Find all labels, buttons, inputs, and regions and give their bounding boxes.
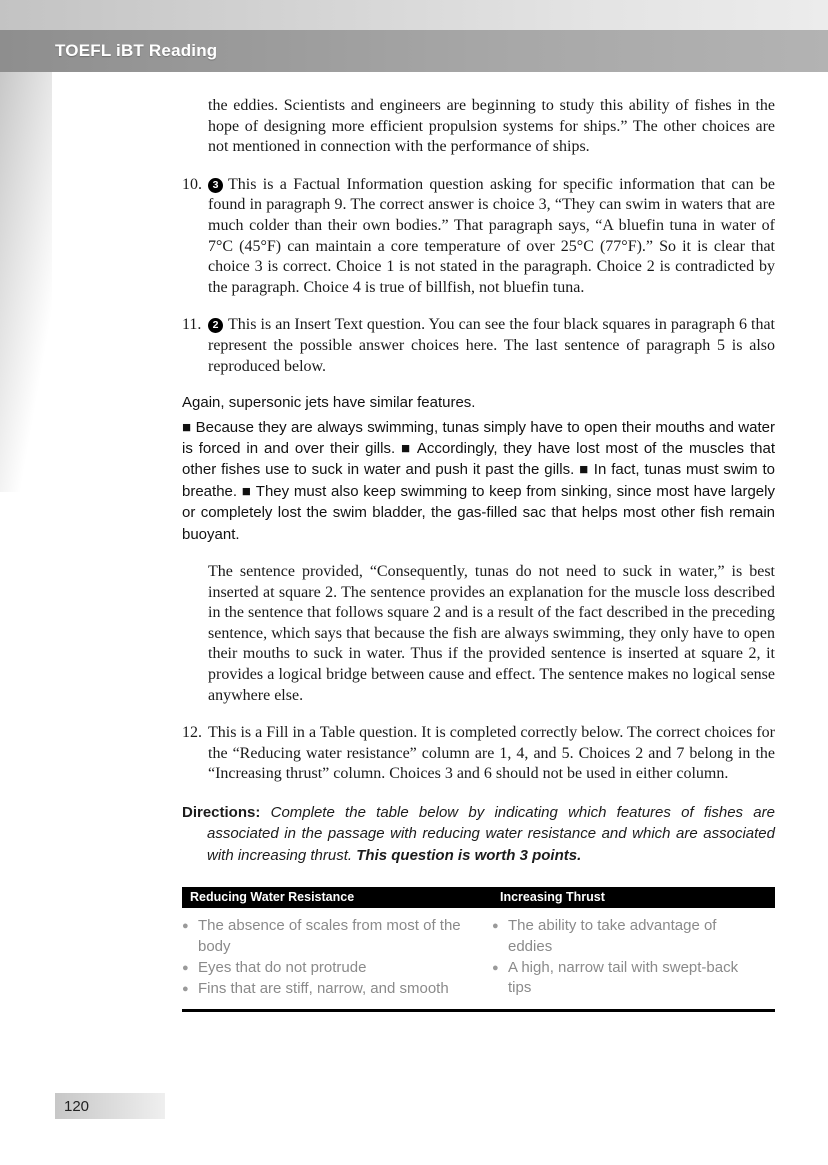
table-cell-text: The ability to take advantage of eddies — [508, 917, 717, 955]
item-11-text: This is an Insert Text question. You can see the four black squares in paragraph 6 that represent the possible answer choices here. The last sentence of paragraph 5 is also reproduced below. — [208, 316, 775, 375]
directions-paragraph — [182, 802, 775, 866]
table-header-increasing-thrust: Increasing Thrust — [500, 890, 605, 905]
answer-item-12 — [182, 723, 775, 785]
item-12-text: This is a Fill in a Table question. It is completed correctly below. The correct choices for the “Reducing water resistance” column are 1, 4, and 5. Choices 2 and 7 belong in the “Increasing thrust” column. Choices 3 and 6 should not be used in either column. — [208, 724, 775, 783]
table-cell-text: The absence of scales from most of the body — [198, 917, 461, 955]
item-10-number: 10. — [182, 175, 202, 193]
table-cell-item — [182, 958, 474, 978]
page-number-box — [55, 1093, 165, 1119]
table-cell-item — [182, 916, 474, 957]
table-cell-item — [492, 958, 757, 999]
table-cell-item — [492, 916, 757, 957]
item-11-text-wrap — [208, 315, 775, 377]
item-10-text: This is a Factual Information question asking for specific information that can be found in paragraph 9. The correct answer is choice 3, “They can swim in waters that are much colder than their own bodies.” That paragraph says, “A bluefin tuna in water of 7°C (45°F) can maintain a core temperature of over 25°C (77°F).” So it is clear that choice 3 is correct. Choice 1 is not stated in the paragraph. Choice 2 is contradicted by the paragraph. Choice 4 is true of billfish, not bluefin tuna. — [208, 175, 775, 296]
table-body — [182, 908, 775, 1001]
page-left-gutter — [0, 72, 52, 492]
item-10-text-wrap — [208, 175, 775, 299]
bullet-icon: ● — [492, 920, 499, 933]
directions-text: Complete the table below by indicating which features of fishes are associated in the passage with reducing water resistance and which are associated with increasing thrust. — [207, 803, 775, 864]
bullet-icon: ● — [182, 983, 189, 996]
table-column-reducing-water-resistance — [182, 916, 492, 1001]
fill-in-table — [182, 887, 775, 1012]
directions-points-note: This question is worth 3 points. — [356, 846, 582, 864]
header-title: TOEFL iBT Reading — [55, 41, 218, 60]
table-column-increasing-thrust — [492, 916, 775, 1001]
page-content — [182, 96, 775, 1012]
closing-paragraph: the eddies. Scientists and engineers are beginning to study this ability of fishes in the hope of designing more efficient propulsion systems for ships.” The other choices are not mentioned in connection with the performance of ships. — [208, 97, 775, 156]
page-top-margin — [0, 0, 828, 30]
table-cell-text: Fins that are stiff, narrow, and smooth — [198, 980, 449, 998]
table-cell-text: A high, narrow tail with swept-back tips — [508, 958, 739, 997]
bullet-icon: ● — [492, 961, 499, 974]
table-cell-item — [182, 979, 474, 999]
answer-item-11 — [182, 315, 775, 377]
bullet-icon: ● — [182, 920, 189, 933]
question-type-badge-2: 2 — [208, 318, 223, 333]
header-band — [0, 30, 828, 72]
item-12-text-wrap — [208, 723, 775, 785]
insert-passage-body: ■ Because they are always swimming, tunas simply have to open their mouths and water is forced in and over their gills. ■ Accordingly, they have lost most of the muscles that other fishes use to suck in water and push it past the gills. ■ In fact, tunas must swim to breathe. ■ They must also keep swimming to keep from sinking, since most have largely or completely lost the swim bladder, the gas-filled sac that helps most other fish remain buoyant. — [182, 418, 775, 543]
table-header-row — [182, 887, 775, 908]
explanation-paragraph: The sentence provided, “Consequently, tunas do not need to suck in water,” is best inserted at square 2. The sentence provides an explanation for the muscle loss described in the sentence that follows square 2 and is a result of the fact described in the preceding sentence, which says that because the fish are always swimming, they only have to open their mouths to suck in water. Thus if the provided sentence is inserted at square 2, it provides a logical bridge between cause and effect. The sentence makes no logical sense anywhere else. — [208, 562, 775, 704]
page-number: 120 — [64, 1097, 90, 1115]
answer-item-10 — [182, 175, 775, 299]
directions-label: Directions: — [182, 803, 261, 821]
question-type-badge-3: 3 — [208, 178, 223, 193]
bullet-icon: ● — [182, 961, 189, 974]
table-header-reducing-water-resistance: Reducing Water Resistance — [190, 890, 355, 905]
item-11-number: 11. — [182, 316, 202, 334]
insert-passage-intro: Again, supersonic jets have similar features. — [182, 394, 476, 412]
table-cell-text: Eyes that do not protrude — [198, 958, 367, 976]
item-12-number: 12. — [182, 724, 202, 742]
